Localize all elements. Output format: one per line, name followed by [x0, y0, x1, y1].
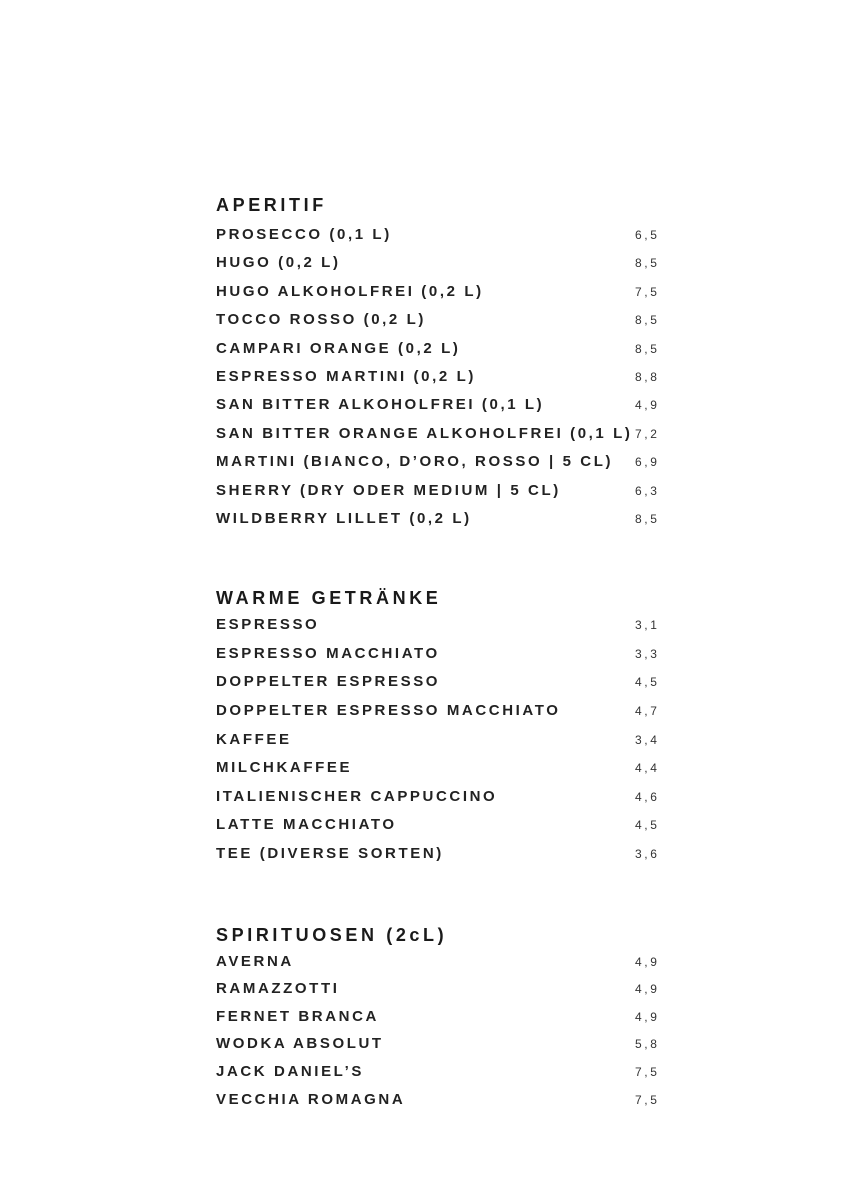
menu-item [216, 278, 661, 306]
menu-item-price: 4,5 [635, 818, 660, 833]
menu-item-name: MARTINI (BIANCO, D’ORO, ROSSO | 5 CL) [216, 453, 614, 471]
menu-item-price: 8,8 [635, 369, 660, 384]
menu-item [216, 477, 661, 505]
section-title: SPIRITUOSEN (2cL) [216, 924, 448, 945]
menu-item-price: 4,7 [635, 704, 660, 719]
menu-item-name: TOCCO ROSSO (0,2 L) [216, 311, 426, 329]
menu-item-name: SHERRY (DRY ODER MEDIUM | 5 CL) [216, 481, 561, 499]
menu-item [216, 697, 661, 726]
menu-item-price: 5,8 [635, 1037, 660, 1052]
menu-item-name: DOPPELTER ESPRESSO [216, 673, 441, 691]
menu-item-price: 8,5 [635, 313, 660, 328]
menu-item [216, 505, 661, 533]
menu-item-price: 3,3 [635, 646, 660, 661]
menu-page [216, 194, 661, 1113]
menu-item [216, 1086, 661, 1114]
menu-item-name: ITALIENISCHER CAPPUCCINO [216, 787, 498, 805]
menu-item-name: TEE (DIVERSE SORTEN) [216, 845, 444, 863]
menu-item [216, 1058, 661, 1086]
menu-item-name: HUGO ALKOHOLFREI (0,2 L) [216, 282, 484, 300]
menu-item-price: 4,4 [635, 761, 660, 776]
menu-item-price: 3,1 [635, 618, 660, 633]
menu-item [216, 840, 661, 869]
menu-item-price: 6,3 [635, 483, 660, 498]
menu-item [216, 611, 661, 640]
menu-item-price: 4,5 [635, 675, 660, 690]
menu-item-name: RAMAZZOTTI [216, 980, 340, 998]
menu-item-name: SAN BITTER ORANGE ALKOHOLFREI (0,1 L) [216, 424, 633, 442]
menu-item-price: 4,9 [635, 1009, 660, 1024]
menu-item-name: HUGO (0,2 L) [216, 254, 341, 272]
menu-item [216, 1003, 661, 1031]
menu-item-name: KAFFEE [216, 730, 292, 748]
menu-item [216, 448, 661, 476]
section-warme-getraenke [216, 587, 661, 868]
menu-item-name: ESPRESSO MARTINI (0,2 L) [216, 367, 476, 385]
menu-item-price: 3,6 [635, 847, 660, 862]
menu-item [216, 640, 661, 669]
menu-item-name: CAMPARI ORANGE (0,2 L) [216, 339, 461, 357]
menu-item [216, 948, 661, 976]
menu-item-name: ESPRESSO [216, 616, 320, 634]
menu-item-name: VECCHIA ROMAGNA [216, 1090, 406, 1108]
menu-item-price: 8,5 [635, 341, 660, 356]
section-spirituosen [216, 924, 661, 1114]
menu-item-price: 6,5 [635, 228, 660, 242]
menu-item [216, 249, 661, 277]
menu-item [216, 363, 661, 391]
menu-item-price: 7,5 [635, 1092, 660, 1107]
menu-item [216, 668, 661, 697]
menu-item [216, 726, 661, 755]
menu-item-name: WILDBERRY LILLET (0,2 L) [216, 509, 472, 527]
menu-item [216, 754, 661, 783]
menu-item-price: 3,4 [635, 732, 660, 747]
menu-item-price: 6,9 [635, 455, 660, 470]
menu-item-name: ESPRESSO MACCHIATO [216, 644, 440, 662]
menu-item-price: 7,5 [635, 1065, 660, 1080]
section-title: WARME GETRÄNKE [216, 588, 442, 609]
menu-item-price: 8,5 [635, 511, 660, 526]
menu-item-price: 4,9 [635, 954, 660, 969]
menu-item [216, 391, 661, 419]
menu-item-price: 7,5 [635, 284, 660, 299]
menu-item [216, 306, 661, 334]
menu-item-name: AVERNA [216, 952, 294, 970]
menu-item-price: 7,2 [635, 426, 660, 441]
menu-item-price: 8,5 [635, 256, 660, 271]
menu-item-price: 4,9 [635, 982, 660, 997]
menu-item [216, 221, 661, 249]
menu-item [216, 335, 661, 363]
menu-item-name: PROSECCO (0,1 L) [216, 226, 392, 243]
menu-item-name: MILCHKAFFEE [216, 759, 353, 777]
menu-item-name: FERNET BRANCA [216, 1007, 379, 1025]
section-aperitif [216, 194, 661, 533]
menu-item-name: SAN BITTER ALKOHOLFREI (0,1 L) [216, 396, 545, 414]
menu-item-name: JACK DANIEL’S [216, 1063, 364, 1081]
menu-item [216, 975, 661, 1003]
section-title: APERITIF [216, 195, 327, 215]
menu-item-name: LATTE MACCHIATO [216, 816, 397, 834]
menu-item [216, 1030, 661, 1058]
menu-item [216, 420, 661, 448]
menu-item-price: 4,9 [635, 398, 660, 413]
menu-item-price: 4,6 [635, 789, 660, 804]
menu-item [216, 783, 661, 812]
menu-item [216, 811, 661, 840]
menu-item-name: DOPPELTER ESPRESSO MACCHIATO [216, 702, 561, 720]
menu-item-name: WODKA ABSOLUT [216, 1035, 384, 1053]
